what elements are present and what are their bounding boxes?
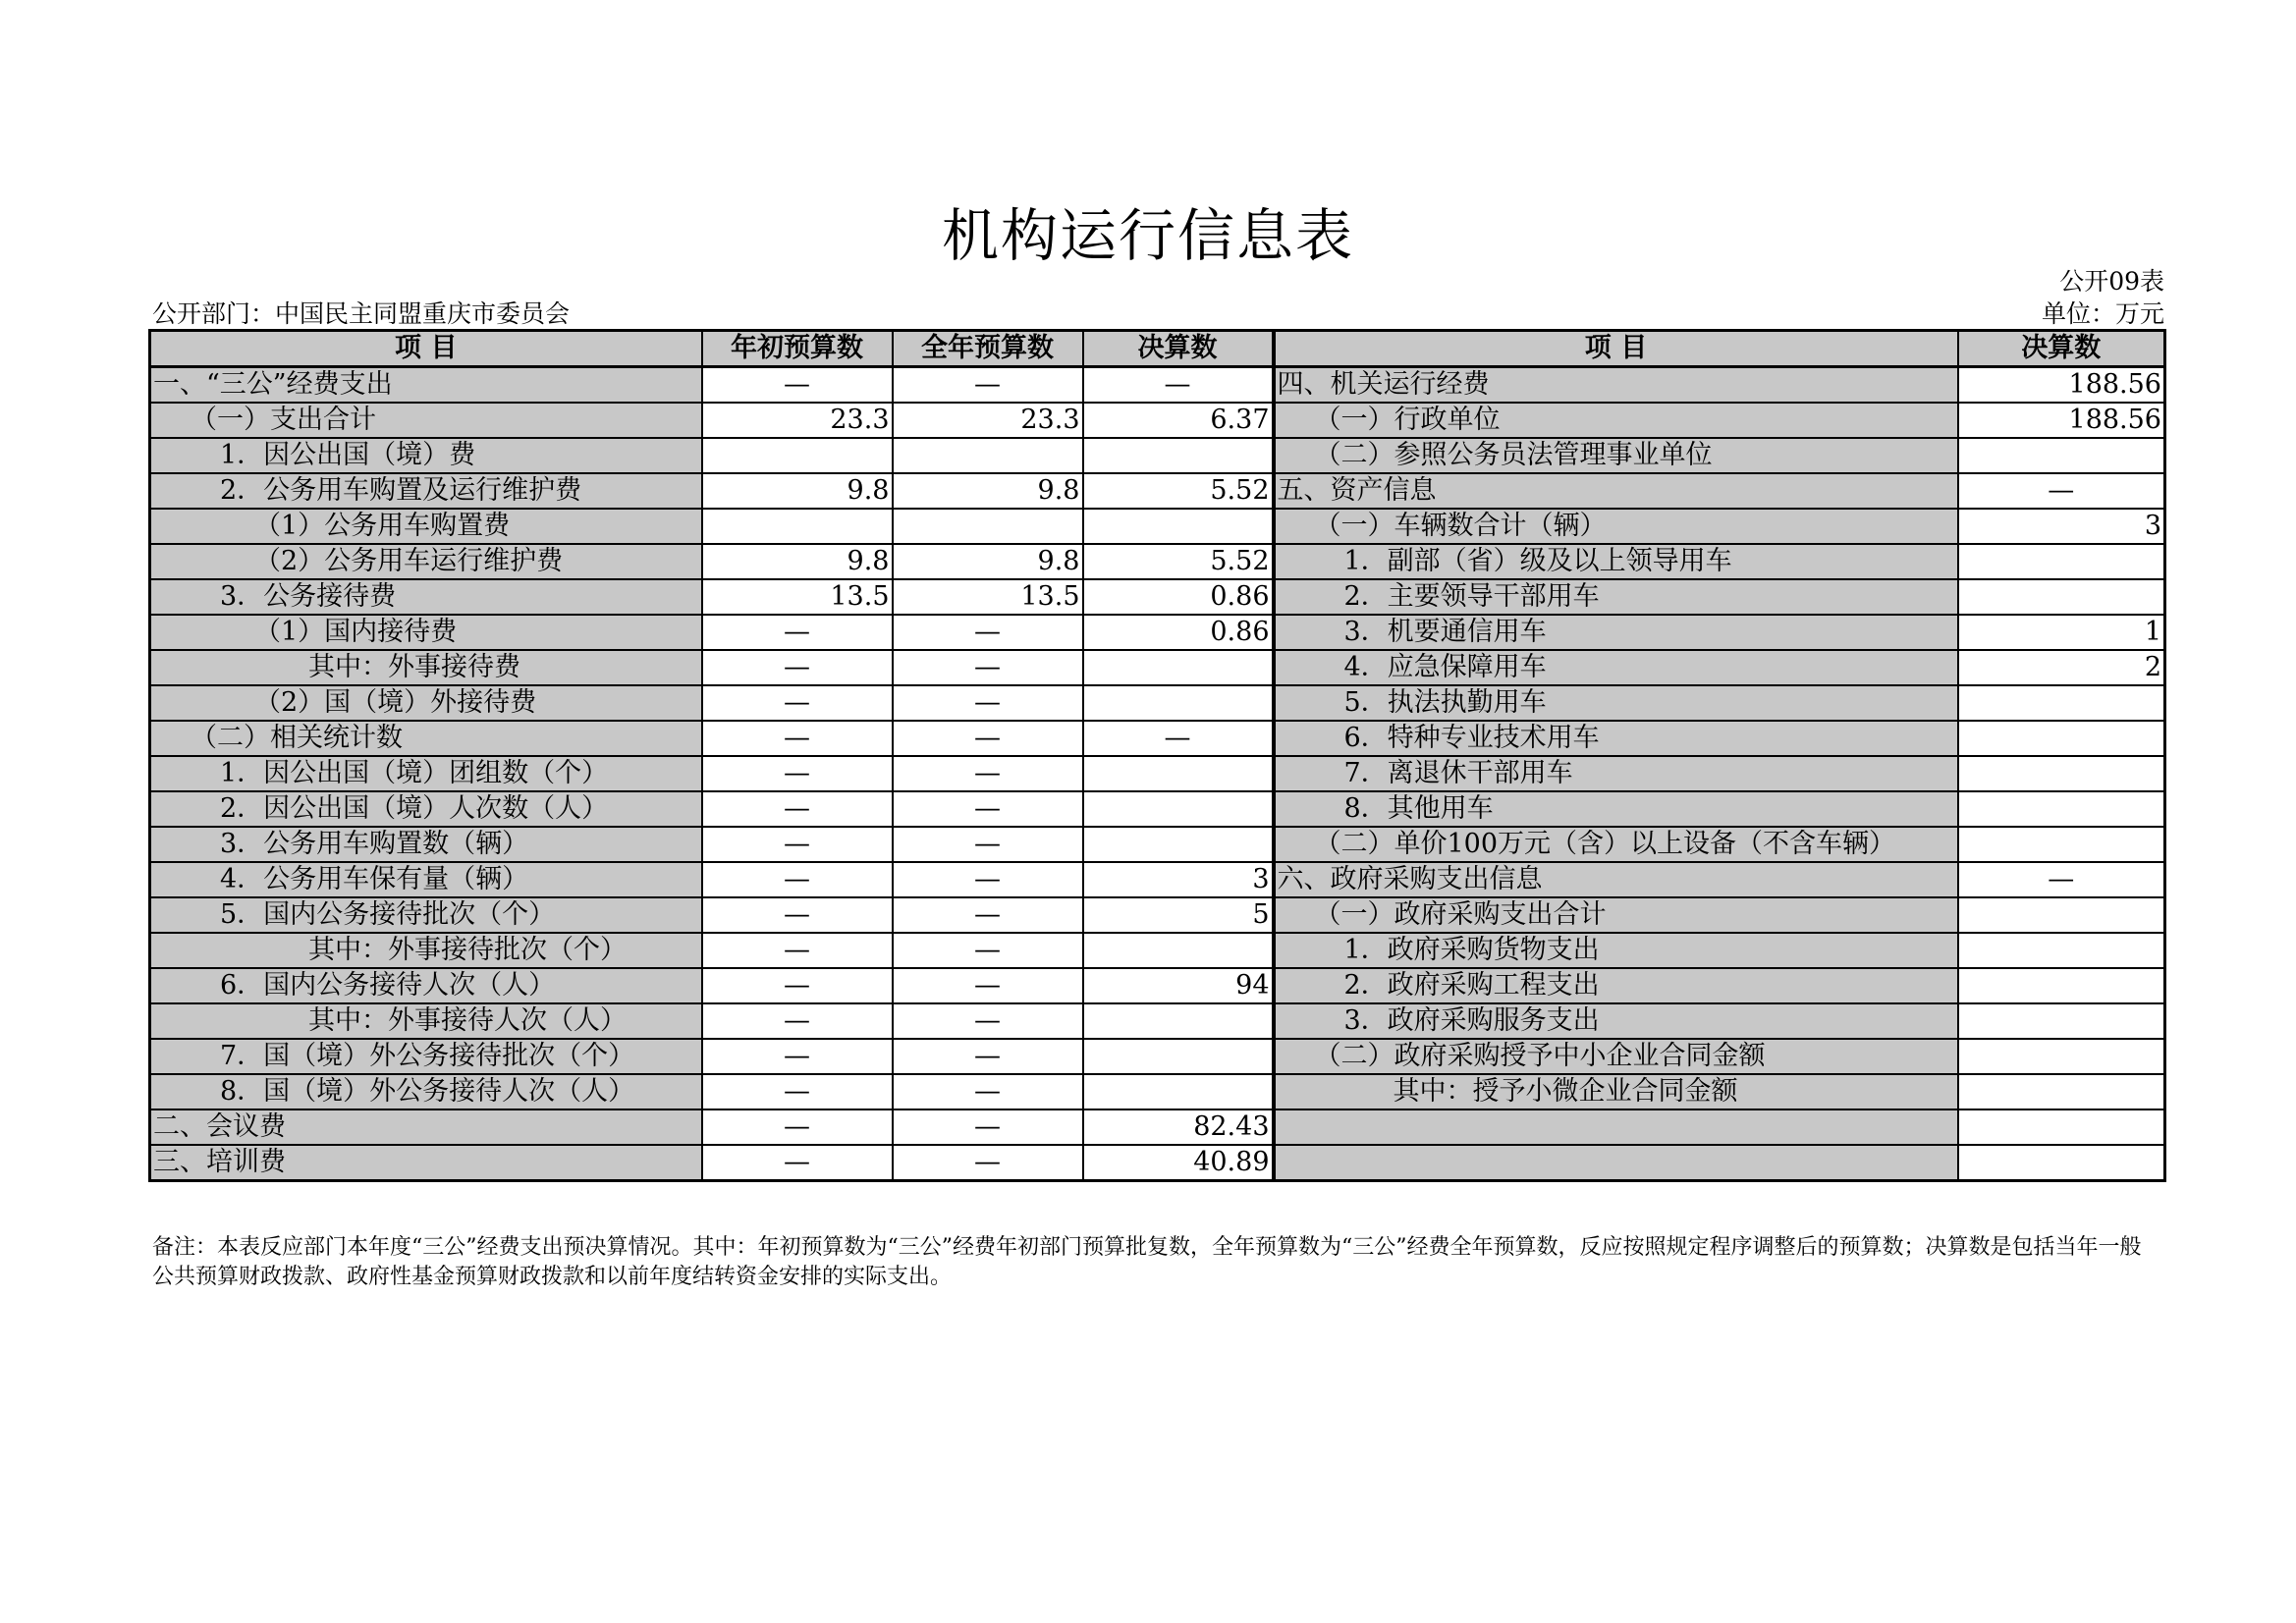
full-budget-cell: 9.8 <box>893 473 1083 509</box>
row-label: 三、培训费 <box>150 1145 702 1181</box>
final-cell <box>1083 933 1274 968</box>
right-label: 六、政府采购支出信息 <box>1274 862 1958 897</box>
row-label: 其中：外事接待批次（个） <box>150 933 702 968</box>
row-label: （二）相关统计数 <box>150 721 702 756</box>
right-final-cell <box>1958 438 2165 473</box>
table-row <box>150 685 2165 721</box>
table-row <box>150 897 2165 933</box>
right-final-cell <box>1958 791 2165 827</box>
right-final-cell: 3 <box>1958 509 2165 544</box>
table-row <box>150 438 2165 473</box>
table-row <box>150 615 2165 650</box>
initial-budget-cell: — <box>702 721 893 756</box>
final-cell: 5 <box>1083 897 1274 933</box>
right-label: 2．政府采购工程支出 <box>1274 968 1958 1003</box>
full-budget-cell: — <box>893 968 1083 1003</box>
full-budget-cell: — <box>893 615 1083 650</box>
full-budget-cell: — <box>893 791 1083 827</box>
initial-budget-cell: — <box>702 862 893 897</box>
initial-budget-cell: — <box>702 791 893 827</box>
right-label: （一）行政单位 <box>1274 403 1958 438</box>
initial-budget-cell: — <box>702 615 893 650</box>
right-final-cell: 1 <box>1958 615 2165 650</box>
full-budget-cell: — <box>893 650 1083 685</box>
right-final-cell <box>1958 1145 2165 1181</box>
row-label: （2）国（境）外接待费 <box>150 685 702 721</box>
initial-budget-cell: — <box>702 933 893 968</box>
final-cell: 5.52 <box>1083 544 1274 579</box>
final-cell: — <box>1083 367 1274 404</box>
row-label: 4．公务用车保有量（辆） <box>150 862 702 897</box>
initial-budget-cell: — <box>702 650 893 685</box>
right-label <box>1274 1109 1958 1145</box>
final-cell: 0.86 <box>1083 615 1274 650</box>
right-final-cell <box>1958 721 2165 756</box>
right-label <box>1274 1145 1958 1181</box>
final-cell <box>1083 791 1274 827</box>
initial-budget-cell: — <box>702 1145 893 1181</box>
row-label: 8．国（境）外公务接待人次（人） <box>150 1074 702 1109</box>
final-cell <box>1083 438 1274 473</box>
right-final-cell <box>1958 1003 2165 1039</box>
table-row <box>150 1145 2165 1181</box>
full-budget-cell: — <box>893 933 1083 968</box>
row-label: （2）公务用车运行维护费 <box>150 544 702 579</box>
info-table <box>148 329 2166 1182</box>
initial-budget-cell: — <box>702 756 893 791</box>
right-label: 5．执法执勤用车 <box>1274 685 1958 721</box>
full-budget-cell: — <box>893 827 1083 862</box>
right-label: 四、机关运行经费 <box>1274 367 1958 404</box>
right-final-cell <box>1958 933 2165 968</box>
final-cell: 3 <box>1083 862 1274 897</box>
full-budget-cell: — <box>893 1039 1083 1074</box>
table-row <box>150 544 2165 579</box>
initial-budget-cell <box>702 438 893 473</box>
table-row <box>150 756 2165 791</box>
row-label: （一）支出合计 <box>150 403 702 438</box>
department-label: 公开部门：中国民主同盟重庆市委员会 <box>152 299 571 328</box>
right-final-cell: — <box>1958 473 2165 509</box>
row-label: 1．因公出国（境）团组数（个） <box>150 756 702 791</box>
right-final-cell <box>1958 579 2165 615</box>
row-label: 其中：外事接待人次（人） <box>150 1003 702 1039</box>
row-label: 其中：外事接待费 <box>150 650 702 685</box>
footnote: 备注：本表反应部门本年度“三公”经费支出预决算情况。其中：年初预算数为“三公”经费年初部门预算批复数，全年预算数为“三公”经费全年预算数，反应按照规定程序调整后的预算数；决算数是包括当年一般公共预算财政拨款、政府性基金预算财政拨款和以前年度结转资金安排的实际支出。 <box>152 1235 2142 1289</box>
table-row <box>150 1109 2165 1145</box>
table-row <box>150 509 2165 544</box>
right-final-cell: 2 <box>1958 650 2165 685</box>
header-initial-budget: 年初预算数 <box>702 331 893 367</box>
row-label: 一、“三公”经费支出 <box>150 367 702 404</box>
initial-budget-cell: 9.8 <box>702 544 893 579</box>
initial-budget-cell: — <box>702 1074 893 1109</box>
final-cell <box>1083 650 1274 685</box>
table-row <box>150 827 2165 862</box>
final-cell <box>1083 1039 1274 1074</box>
right-final-cell <box>1958 897 2165 933</box>
right-label: 8．其他用车 <box>1274 791 1958 827</box>
final-cell: 6.37 <box>1083 403 1274 438</box>
page-title: 机构运行信息表 <box>941 202 1354 269</box>
full-budget-cell: — <box>893 1003 1083 1039</box>
row-label: 5．国内公务接待批次（个） <box>150 897 702 933</box>
final-cell <box>1083 1074 1274 1109</box>
right-final-cell: — <box>1958 862 2165 897</box>
initial-budget-cell: 9.8 <box>702 473 893 509</box>
full-budget-cell: — <box>893 756 1083 791</box>
header-final: 决算数 <box>1083 331 1274 367</box>
full-budget-cell: — <box>893 897 1083 933</box>
full-budget-cell: — <box>893 862 1083 897</box>
full-budget-cell: — <box>893 1145 1083 1181</box>
table-row <box>150 650 2165 685</box>
initial-budget-cell: — <box>702 1109 893 1145</box>
right-final-cell <box>1958 685 2165 721</box>
right-label: 3．政府采购服务支出 <box>1274 1003 1958 1039</box>
initial-budget-cell: — <box>702 968 893 1003</box>
final-cell <box>1083 1003 1274 1039</box>
initial-budget-cell: — <box>702 827 893 862</box>
right-final-cell <box>1958 827 2165 862</box>
final-cell <box>1083 509 1274 544</box>
table-row <box>150 403 2165 438</box>
row-label: 3．公务接待费 <box>150 579 702 615</box>
initial-budget-cell: 23.3 <box>702 403 893 438</box>
header-item: 项 目 <box>150 331 702 367</box>
table-row <box>150 791 2165 827</box>
initial-budget-cell: 13.5 <box>702 579 893 615</box>
row-label: 1．因公出国（境）费 <box>150 438 702 473</box>
full-budget-cell: 23.3 <box>893 403 1083 438</box>
row-label: （1）公务用车购置费 <box>150 509 702 544</box>
final-cell <box>1083 685 1274 721</box>
full-budget-cell <box>893 509 1083 544</box>
header-full-budget: 全年预算数 <box>893 331 1083 367</box>
unit-label: 单位：万元 <box>2041 299 2164 328</box>
right-final-cell <box>1958 756 2165 791</box>
final-cell: 94 <box>1083 968 1274 1003</box>
full-budget-cell: — <box>893 1109 1083 1145</box>
right-label: 五、资产信息 <box>1274 473 1958 509</box>
full-budget-cell: — <box>893 1074 1083 1109</box>
right-label: （二）政府采购授予中小企业合同金额 <box>1274 1039 1958 1074</box>
final-cell <box>1083 756 1274 791</box>
right-final-cell <box>1958 1039 2165 1074</box>
right-label: 7．离退休干部用车 <box>1274 756 1958 791</box>
right-label: 6．特种专业技术用车 <box>1274 721 1958 756</box>
right-label: 1．副部（省）级及以上领导用车 <box>1274 544 1958 579</box>
right-final-cell: 188.56 <box>1958 403 2165 438</box>
full-budget-cell: — <box>893 367 1083 404</box>
initial-budget-cell <box>702 509 893 544</box>
right-final-cell: 188.56 <box>1958 367 2165 404</box>
final-cell <box>1083 827 1274 862</box>
final-cell: 82.43 <box>1083 1109 1274 1145</box>
row-label: 7．国（境）外公务接待批次（个） <box>150 1039 702 1074</box>
initial-budget-cell: — <box>702 685 893 721</box>
row-label: 2．因公出国（境）人次数（人） <box>150 791 702 827</box>
final-cell: 5.52 <box>1083 473 1274 509</box>
right-label: 2．主要领导干部用车 <box>1274 579 1958 615</box>
table-row <box>150 579 2165 615</box>
table-row <box>150 1039 2165 1074</box>
right-label: 其中：授予小微企业合同金额 <box>1274 1074 1958 1109</box>
table-row <box>150 862 2165 897</box>
row-label: 二、会议费 <box>150 1109 702 1145</box>
right-label: 3．机要通信用车 <box>1274 615 1958 650</box>
right-label: （一）车辆数合计（辆） <box>1274 509 1958 544</box>
initial-budget-cell: — <box>702 1039 893 1074</box>
final-cell: 40.89 <box>1083 1145 1274 1181</box>
row-label: 3．公务用车购置数（辆） <box>150 827 702 862</box>
table-row <box>150 1074 2165 1109</box>
table-row <box>150 721 2165 756</box>
right-label: 4．应急保障用车 <box>1274 650 1958 685</box>
right-label: （二）参照公务员法管理事业单位 <box>1274 438 1958 473</box>
full-budget-cell <box>893 438 1083 473</box>
table-row <box>150 473 2165 509</box>
right-label: （一）政府采购支出合计 <box>1274 897 1958 933</box>
row-label: （1）国内接待费 <box>150 615 702 650</box>
table-row <box>150 968 2165 1003</box>
initial-budget-cell: — <box>702 367 893 404</box>
initial-budget-cell: — <box>702 897 893 933</box>
table-row <box>150 367 2165 404</box>
header-row <box>150 331 2165 367</box>
initial-budget-cell: — <box>702 1003 893 1039</box>
right-final-cell <box>1958 1074 2165 1109</box>
row-label: 2．公务用车购置及运行维护费 <box>150 473 702 509</box>
full-budget-cell: — <box>893 685 1083 721</box>
full-budget-cell: 9.8 <box>893 544 1083 579</box>
full-budget-cell: 13.5 <box>893 579 1083 615</box>
final-cell: — <box>1083 721 1274 756</box>
row-label: 6．国内公务接待人次（人） <box>150 968 702 1003</box>
right-label: 1．政府采购货物支出 <box>1274 933 1958 968</box>
table-row <box>150 933 2165 968</box>
final-cell: 0.86 <box>1083 579 1274 615</box>
right-final-cell <box>1958 544 2165 579</box>
header-item-right: 项 目 <box>1274 331 1958 367</box>
table-row <box>150 1003 2165 1039</box>
right-label: （二）单价100万元（含）以上设备（不含车辆） <box>1274 827 1958 862</box>
full-budget-cell: — <box>893 721 1083 756</box>
right-final-cell <box>1958 1109 2165 1145</box>
header-final-right: 决算数 <box>1958 331 2165 367</box>
right-final-cell <box>1958 968 2165 1003</box>
table-number: 公开09表 <box>2059 267 2164 296</box>
